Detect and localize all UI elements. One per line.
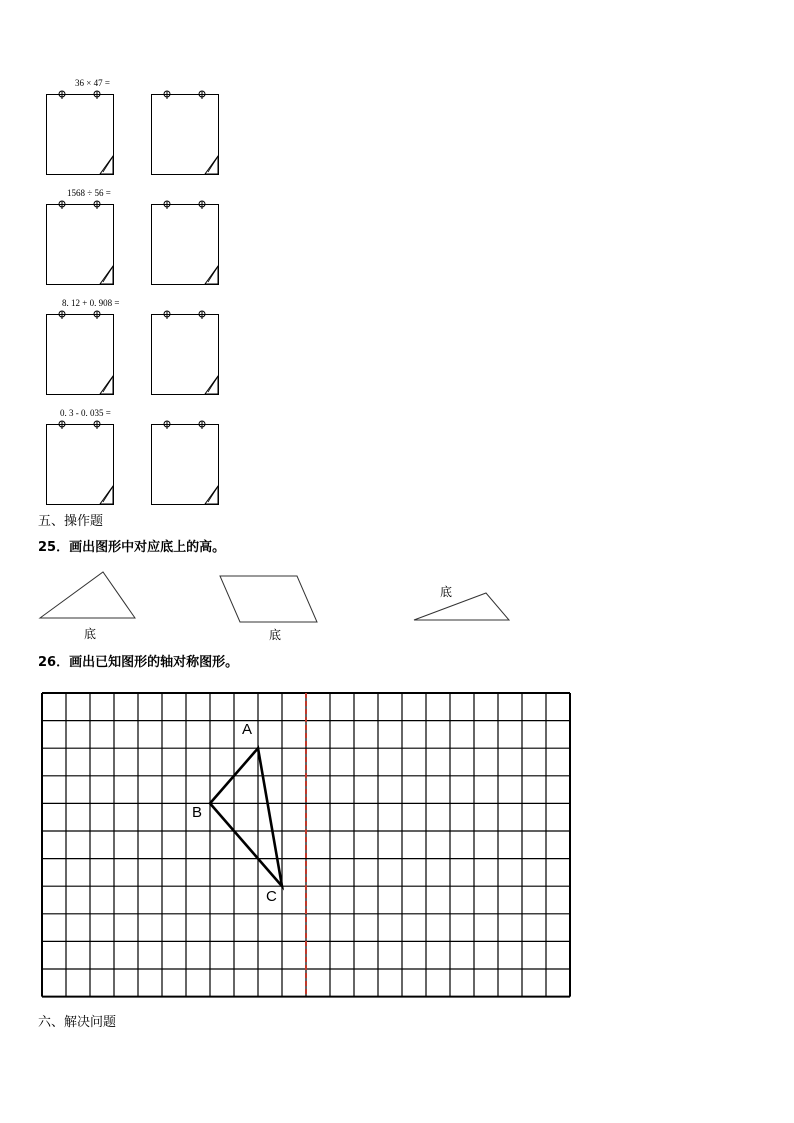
section-6-title: 六、解决问题 [38,1015,117,1030]
calc-expression-1: 36 × 47 = [75,78,110,88]
vertex-label-a: A [242,721,253,739]
question-25-text: 25．画出图形中对应底上的高。 [38,540,226,555]
vertex-label-b: B [192,804,203,822]
calc-expression-2: 1568 ÷ 56 = [67,188,111,198]
calc-expression-3: 8. 12 + 0. 908 = [62,298,120,308]
calc-expression-4: 0. 3 - 0. 035 = [60,408,111,418]
base-label-3: 底 [440,585,453,599]
question-26-text: 26．画出已知图形的轴对称图形。 [38,655,239,670]
base-label-2: 底 [269,628,282,642]
vertex-label-c: C [266,888,277,906]
triangle-abc [210,748,282,886]
base-label-1: 底 [84,627,97,641]
section-5-title: 五、操作题 [38,514,104,529]
